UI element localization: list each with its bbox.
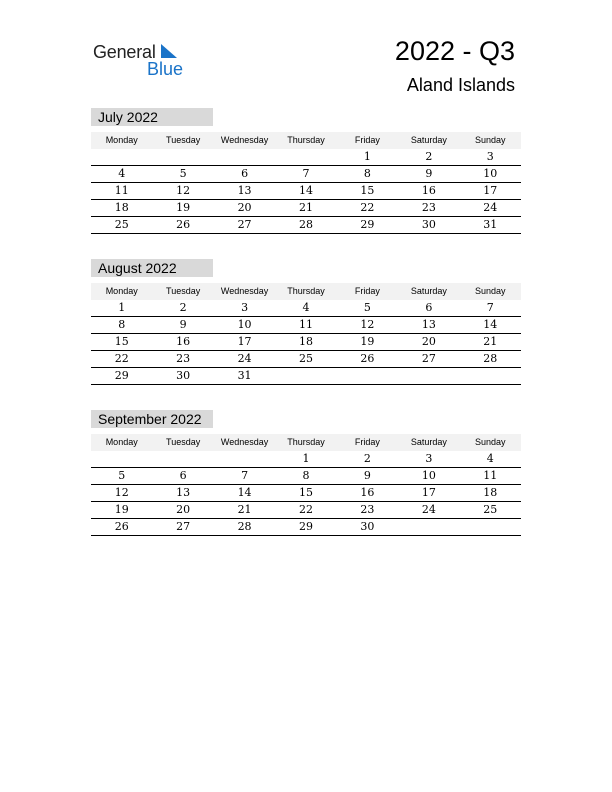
day-cell: 21: [298, 201, 313, 214]
day-cell: 12: [176, 184, 191, 197]
day-cell: 20: [176, 503, 191, 516]
day-cell: 22: [114, 352, 129, 365]
day-cell: 9: [363, 469, 371, 482]
page-title: 2022 - Q3: [394, 36, 515, 66]
day-cell: 24: [483, 201, 498, 214]
day-cell: 15: [298, 486, 313, 499]
day-cell: 13: [237, 184, 252, 197]
page-subtitle: Aland Islands: [406, 75, 515, 95]
day-cell: [398, 519, 459, 535]
day-cell: 9: [425, 167, 433, 180]
week-row: [91, 519, 521, 536]
day-cell: 5: [363, 301, 371, 314]
day-cell: 21: [483, 335, 498, 348]
day-cell: 8: [118, 318, 126, 331]
day-cell: 2: [179, 301, 187, 314]
day-cell: 10: [421, 469, 436, 482]
week-row: [91, 217, 521, 234]
week-row: [91, 149, 521, 166]
month-name: July 2022: [91, 108, 213, 126]
day-cell: 27: [237, 218, 252, 231]
day-cell: 3: [425, 452, 433, 465]
day-cell: 2: [425, 150, 433, 163]
day-cell: 26: [360, 352, 375, 365]
day-cell: 7: [241, 469, 249, 482]
day-cell: 15: [360, 184, 375, 197]
day-cell: 20: [237, 201, 252, 214]
weekday-label: Tuesday: [166, 135, 201, 145]
day-cell: 8: [363, 167, 371, 180]
day-cell: 6: [425, 301, 433, 314]
weekday-label: Thursday: [287, 286, 325, 296]
week-rows: [91, 300, 521, 385]
day-cell: 5: [179, 167, 187, 180]
week-row: [91, 183, 521, 200]
day-cell: 18: [114, 201, 129, 214]
logo-text-blue: Blue: [147, 59, 184, 79]
day-cell: 8: [302, 469, 310, 482]
week-row: [91, 468, 521, 485]
weekday-header: [91, 132, 521, 149]
week-row: [91, 334, 521, 351]
day-cell: 12: [114, 486, 129, 499]
day-cell: 15: [114, 335, 129, 348]
day-cell: 4: [302, 301, 310, 314]
day-cell: [91, 149, 152, 165]
day-cell: 13: [421, 318, 436, 331]
day-cell: 11: [483, 469, 498, 482]
day-cell: 7: [302, 167, 310, 180]
day-cell: [337, 368, 398, 384]
day-cell: 5: [118, 469, 126, 482]
month-name: August 2022: [91, 259, 213, 277]
day-cell: 19: [360, 335, 375, 348]
day-cell: 28: [237, 520, 252, 533]
day-cell: [214, 149, 275, 165]
day-cell: 31: [483, 218, 498, 231]
day-cell: 19: [114, 503, 129, 516]
day-cell: 26: [176, 218, 191, 231]
weekday-label: Friday: [354, 437, 380, 447]
weekday-label: Wednesday: [220, 286, 269, 296]
day-cell: 1: [363, 150, 371, 163]
day-cell: 12: [360, 318, 375, 331]
weekday-label: Wednesday: [220, 135, 269, 145]
day-cell: 14: [483, 318, 498, 331]
logo-triangle-icon: [161, 44, 177, 58]
day-cell: [91, 451, 152, 467]
month-calendar-july: [91, 108, 521, 234]
day-cell: 23: [176, 352, 191, 365]
day-cell: 25: [114, 218, 129, 231]
day-cell: 14: [237, 486, 252, 499]
day-cell: 24: [237, 352, 252, 365]
day-cell: 17: [483, 184, 498, 197]
weekday-label: Tuesday: [166, 286, 201, 296]
logo-text-general: General: [93, 42, 156, 62]
day-cell: [275, 149, 336, 165]
week-row: [91, 485, 521, 502]
day-cell: 19: [176, 201, 191, 214]
day-cell: 23: [421, 201, 436, 214]
day-cell: [152, 149, 213, 165]
month-calendar-september: [91, 410, 521, 536]
weekday-label: Saturday: [410, 135, 447, 145]
day-cell: 31: [237, 369, 252, 382]
day-cell: 26: [114, 520, 129, 533]
day-cell: [460, 519, 521, 535]
day-cell: 1: [118, 301, 126, 314]
week-row: [91, 351, 521, 368]
weekday-label: Tuesday: [166, 437, 201, 447]
month-name: September 2022: [91, 410, 213, 428]
weekday-label: Wednesday: [220, 437, 269, 447]
day-cell: 16: [360, 486, 375, 499]
day-cell: 4: [486, 452, 494, 465]
day-cell: 30: [421, 218, 436, 231]
weekday-label: Sunday: [475, 286, 506, 296]
day-cell: 28: [298, 218, 313, 231]
day-cell: 25: [298, 352, 313, 365]
day-cell: 11: [298, 318, 313, 331]
day-cell: 18: [483, 486, 498, 499]
weekday-label: Sunday: [475, 437, 506, 447]
day-cell: 29: [114, 369, 129, 382]
day-cell: [275, 368, 336, 384]
day-cell: 4: [118, 167, 126, 180]
day-cell: 13: [176, 486, 191, 499]
week-row: [91, 300, 521, 317]
weekday-label: Sunday: [475, 135, 506, 145]
week-row: [91, 166, 521, 183]
weekday-label: Monday: [105, 437, 138, 447]
day-cell: 21: [237, 503, 252, 516]
weekday-label: Friday: [354, 135, 380, 145]
day-cell: 20: [421, 335, 436, 348]
day-cell: 23: [360, 503, 375, 516]
week-rows: [91, 451, 521, 536]
day-cell: 6: [179, 469, 187, 482]
day-cell: 17: [421, 486, 436, 499]
day-cell: 14: [298, 184, 313, 197]
day-cell: 24: [421, 503, 436, 516]
weekday-label: Monday: [105, 286, 138, 296]
month-calendar-august: [91, 259, 521, 385]
week-row: [91, 502, 521, 519]
day-cell: 25: [483, 503, 498, 516]
day-cell: 22: [298, 503, 313, 516]
day-cell: 9: [179, 318, 187, 331]
day-cell: 3: [486, 150, 494, 163]
day-cell: [398, 368, 459, 384]
day-cell: 29: [360, 218, 375, 231]
week-row: [91, 200, 521, 217]
day-cell: 10: [483, 167, 498, 180]
day-cell: 16: [421, 184, 436, 197]
day-cell: 2: [363, 452, 371, 465]
day-cell: 10: [237, 318, 252, 331]
day-cell: 18: [298, 335, 313, 348]
weekday-header: [91, 283, 521, 300]
day-cell: 27: [176, 520, 191, 533]
weekday-label: Saturday: [410, 437, 447, 447]
day-cell: 29: [298, 520, 313, 533]
day-cell: 1: [302, 452, 310, 465]
day-cell: 30: [360, 520, 375, 533]
brand-logo: [93, 40, 193, 80]
week-row: [91, 451, 521, 468]
weekday-header: [91, 434, 521, 451]
day-cell: 28: [483, 352, 498, 365]
day-cell: [460, 368, 521, 384]
weekday-label: Thursday: [287, 437, 325, 447]
week-row: [91, 368, 521, 385]
weekday-label: Friday: [354, 286, 380, 296]
day-cell: 6: [241, 167, 249, 180]
day-cell: 7: [486, 301, 494, 314]
weekday-label: Monday: [105, 135, 138, 145]
day-cell: [214, 451, 275, 467]
day-cell: [152, 451, 213, 467]
week-row: [91, 317, 521, 334]
day-cell: 22: [360, 201, 375, 214]
day-cell: 11: [114, 184, 129, 197]
weekday-label: Saturday: [410, 286, 447, 296]
day-cell: 16: [176, 335, 191, 348]
week-rows: [91, 149, 521, 234]
day-cell: 27: [421, 352, 436, 365]
day-cell: 17: [237, 335, 252, 348]
day-cell: 30: [176, 369, 191, 382]
weekday-label: Thursday: [287, 135, 325, 145]
day-cell: 3: [241, 301, 249, 314]
